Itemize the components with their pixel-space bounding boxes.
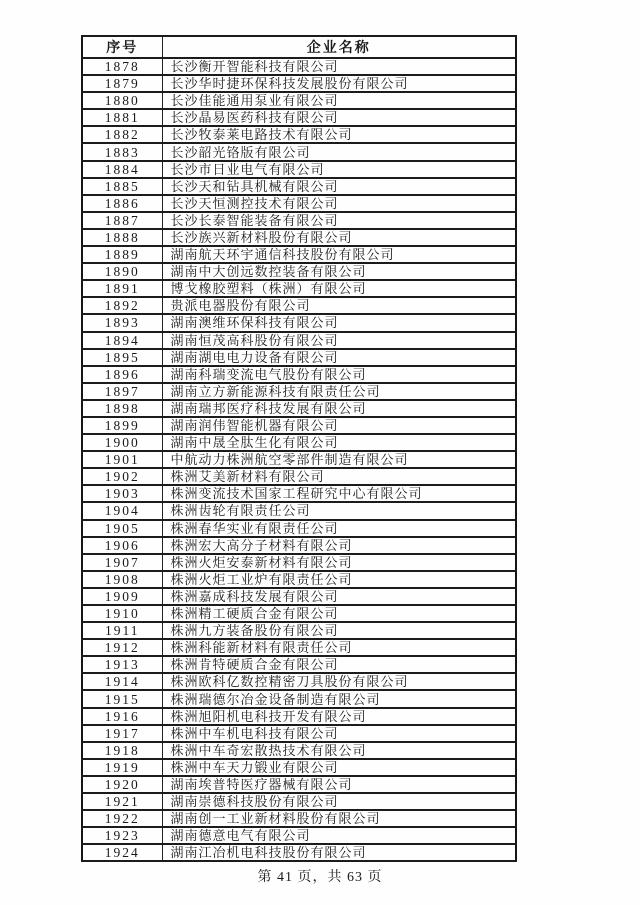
serial-number-cell: 1919 <box>82 759 162 776</box>
serial-number-cell: 1910 <box>82 605 162 622</box>
serial-number-cell: 1897 <box>82 383 162 400</box>
serial-number-cell: 1903 <box>82 485 162 502</box>
table-row <box>82 502 516 519</box>
serial-number-cell: 1890 <box>82 263 162 280</box>
serial-number-cell: 1907 <box>82 554 162 571</box>
company-name-cell: 长沙天和钻具机械有限公司 <box>162 178 516 195</box>
table-row <box>82 178 516 195</box>
company-name-cell: 长沙天恒测控技术有限公司 <box>162 195 516 212</box>
table-row <box>82 793 516 810</box>
table-row <box>82 827 516 844</box>
company-name-cell: 长沙华时捷环保科技发展股份有限公司 <box>162 75 516 92</box>
company-name-cell: 株洲欧科亿数控精密刀具股份有限公司 <box>162 673 516 690</box>
company-name-cell: 株洲中车机电科技有限公司 <box>162 725 516 742</box>
company-name-cell: 株洲火炬安泰新材料有限公司 <box>162 554 516 571</box>
serial-number-cell: 1887 <box>82 212 162 229</box>
serial-number-cell: 1920 <box>82 776 162 793</box>
serial-number-cell: 1881 <box>82 109 162 126</box>
company-name-cell: 湖南中大创远数控装备有限公司 <box>162 263 516 280</box>
company-name-cell: 株洲艾美新材料有限公司 <box>162 468 516 485</box>
company-name-cell: 湖南创一工业新材料股份有限公司 <box>162 810 516 827</box>
serial-number-cell: 1891 <box>82 280 162 297</box>
serial-number-cell: 1885 <box>82 178 162 195</box>
table-row <box>82 742 516 759</box>
table-row <box>82 537 516 554</box>
table-row <box>82 126 516 143</box>
serial-number-cell: 1880 <box>82 92 162 109</box>
table-row <box>82 673 516 690</box>
header-serial-number: 序号 <box>82 36 162 58</box>
company-name-cell: 湖南科瑞变流电气股份有限公司 <box>162 366 516 383</box>
company-name-cell: 贵派电器股份有限公司 <box>162 297 516 314</box>
table-row <box>82 554 516 571</box>
serial-number-cell: 1911 <box>82 622 162 639</box>
company-name-cell: 株洲瑞德尔冶金设备制造有限公司 <box>162 690 516 707</box>
table-row <box>82 383 516 400</box>
serial-number-cell: 1899 <box>82 417 162 434</box>
company-name-cell: 株洲九方装备股份有限公司 <box>162 622 516 639</box>
table-row <box>82 366 516 383</box>
table-row <box>82 485 516 502</box>
company-name-cell: 博戈橡胶塑料（株洲）有限公司 <box>162 280 516 297</box>
company-name-cell: 湖南江冶机电科技股份有限公司 <box>162 844 516 861</box>
table-row <box>82 332 516 349</box>
table-row <box>82 708 516 725</box>
company-name-cell: 湖南润伟智能机器有限公司 <box>162 417 516 434</box>
serial-number-cell: 1909 <box>82 588 162 605</box>
serial-number-cell: 1915 <box>82 690 162 707</box>
table-row <box>82 417 516 434</box>
header-company-name: 企业名称 <box>162 36 516 58</box>
table-row <box>82 75 516 92</box>
serial-number-cell: 1883 <box>82 143 162 160</box>
company-name-cell: 湖南立方新能源科技有限责任公司 <box>162 383 516 400</box>
table-row <box>82 571 516 588</box>
table-row <box>82 195 516 212</box>
company-name-cell: 株洲变流技术国家工程研究中心有限公司 <box>162 485 516 502</box>
table-row <box>82 263 516 280</box>
company-name-cell: 株洲齿轮有限责任公司 <box>162 502 516 519</box>
table-row <box>82 588 516 605</box>
table-row <box>82 759 516 776</box>
company-name-cell: 长沙晶易医药科技有限公司 <box>162 109 516 126</box>
serial-number-cell: 1893 <box>82 314 162 331</box>
company-name-cell: 株洲精工硬质合金有限公司 <box>162 605 516 622</box>
table-row <box>82 400 516 417</box>
page-number-footer: 第 41 页，共 63 页 <box>257 870 383 885</box>
serial-number-cell: 1916 <box>82 708 162 725</box>
serial-number-cell: 1898 <box>82 400 162 417</box>
company-name-cell: 株洲宏大高分子材料有限公司 <box>162 537 516 554</box>
company-name-cell: 湖南湖电电力设备有限公司 <box>162 349 516 366</box>
serial-number-cell: 1895 <box>82 349 162 366</box>
table-row <box>82 690 516 707</box>
table-row <box>82 297 516 314</box>
company-name-cell: 长沙衡开智能科技有限公司 <box>162 58 516 75</box>
serial-number-cell: 1905 <box>82 520 162 537</box>
company-name-cell: 湖南澳维环保科技有限公司 <box>162 314 516 331</box>
table-row <box>82 314 516 331</box>
serial-number-cell: 1904 <box>82 502 162 519</box>
serial-number-cell: 1912 <box>82 639 162 656</box>
serial-number-cell: 1896 <box>82 366 162 383</box>
serial-number-cell: 1886 <box>82 195 162 212</box>
company-name-cell: 长沙牧泰莱电路技术有限公司 <box>162 126 516 143</box>
company-name-cell: 长沙族兴新材料股份有限公司 <box>162 229 516 246</box>
table-row <box>82 451 516 468</box>
table-row <box>82 434 516 451</box>
table-row <box>82 246 516 263</box>
header-row <box>82 36 516 58</box>
serial-number-cell: 1901 <box>82 451 162 468</box>
table-row <box>82 161 516 178</box>
table-row <box>82 776 516 793</box>
company-name-cell: 湖南恒茂高科股份有限公司 <box>162 332 516 349</box>
serial-number-cell: 1882 <box>82 126 162 143</box>
table-row <box>82 109 516 126</box>
company-name-cell: 湖南崇德科技股份有限公司 <box>162 793 516 810</box>
table-row <box>82 520 516 537</box>
company-name-cell: 湖南埃普特医疗器械有限公司 <box>162 776 516 793</box>
serial-number-cell: 1914 <box>82 673 162 690</box>
serial-number-cell: 1908 <box>82 571 162 588</box>
company-name-cell: 株洲嘉成科技发展有限公司 <box>162 588 516 605</box>
serial-number-cell: 1879 <box>82 75 162 92</box>
table-row <box>82 605 516 622</box>
company-name-cell: 株洲肯特硬质合金有限公司 <box>162 656 516 673</box>
company-name-cell: 湖南德意电气有限公司 <box>162 827 516 844</box>
company-name-cell: 湖南瑞邦医疗科技发展有限公司 <box>162 400 516 417</box>
table-row <box>82 229 516 246</box>
serial-number-cell: 1922 <box>82 810 162 827</box>
serial-number-cell: 1917 <box>82 725 162 742</box>
table-row <box>82 468 516 485</box>
serial-number-cell: 1924 <box>82 844 162 861</box>
table-row <box>82 280 516 297</box>
serial-number-cell: 1902 <box>82 468 162 485</box>
company-name-cell: 株洲中车奇宏散热技术有限公司 <box>162 742 516 759</box>
table-row <box>82 143 516 160</box>
table-row <box>82 725 516 742</box>
serial-number-cell: 1913 <box>82 656 162 673</box>
company-name-cell: 湖南航天环宇通信科技股份有限公司 <box>162 246 516 263</box>
serial-number-cell: 1921 <box>82 793 162 810</box>
serial-number-cell: 1878 <box>82 58 162 75</box>
table-row <box>82 58 516 75</box>
serial-number-cell: 1918 <box>82 742 162 759</box>
company-name-cell: 长沙长泰智能装备有限公司 <box>162 212 516 229</box>
company-name-cell: 湖南中晟全肽生化有限公司 <box>162 434 516 451</box>
serial-number-cell: 1892 <box>82 297 162 314</box>
serial-number-cell: 1894 <box>82 332 162 349</box>
table-body <box>82 58 516 861</box>
company-name-cell: 株洲中车天力锻业有限公司 <box>162 759 516 776</box>
table-row <box>82 844 516 861</box>
table-row <box>82 656 516 673</box>
table-row <box>82 810 516 827</box>
company-name-cell: 株洲旭阳机电科技开发有限公司 <box>162 708 516 725</box>
company-name-cell: 中航动力株洲航空零部件制造有限公司 <box>162 451 516 468</box>
company-name-cell: 长沙市日业电气有限公司 <box>162 161 516 178</box>
company-name-cell: 长沙韶光铬版有限公司 <box>162 143 516 160</box>
table-row <box>82 622 516 639</box>
company-name-cell: 株洲科能新材料有限责任公司 <box>162 639 516 656</box>
serial-number-cell: 1888 <box>82 229 162 246</box>
serial-number-cell: 1906 <box>82 537 162 554</box>
company-list-table <box>81 35 517 862</box>
company-name-cell: 株洲春华实业有限责任公司 <box>162 520 516 537</box>
serial-number-cell: 1900 <box>82 434 162 451</box>
company-name-cell: 株洲火炬工业炉有限责任公司 <box>162 571 516 588</box>
serial-number-cell: 1923 <box>82 827 162 844</box>
table-row <box>82 92 516 109</box>
serial-number-cell: 1889 <box>82 246 162 263</box>
company-name-cell: 长沙佳能通用泵业有限公司 <box>162 92 516 109</box>
table-row <box>82 639 516 656</box>
table-row <box>82 212 516 229</box>
serial-number-cell: 1884 <box>82 161 162 178</box>
table-row <box>82 349 516 366</box>
